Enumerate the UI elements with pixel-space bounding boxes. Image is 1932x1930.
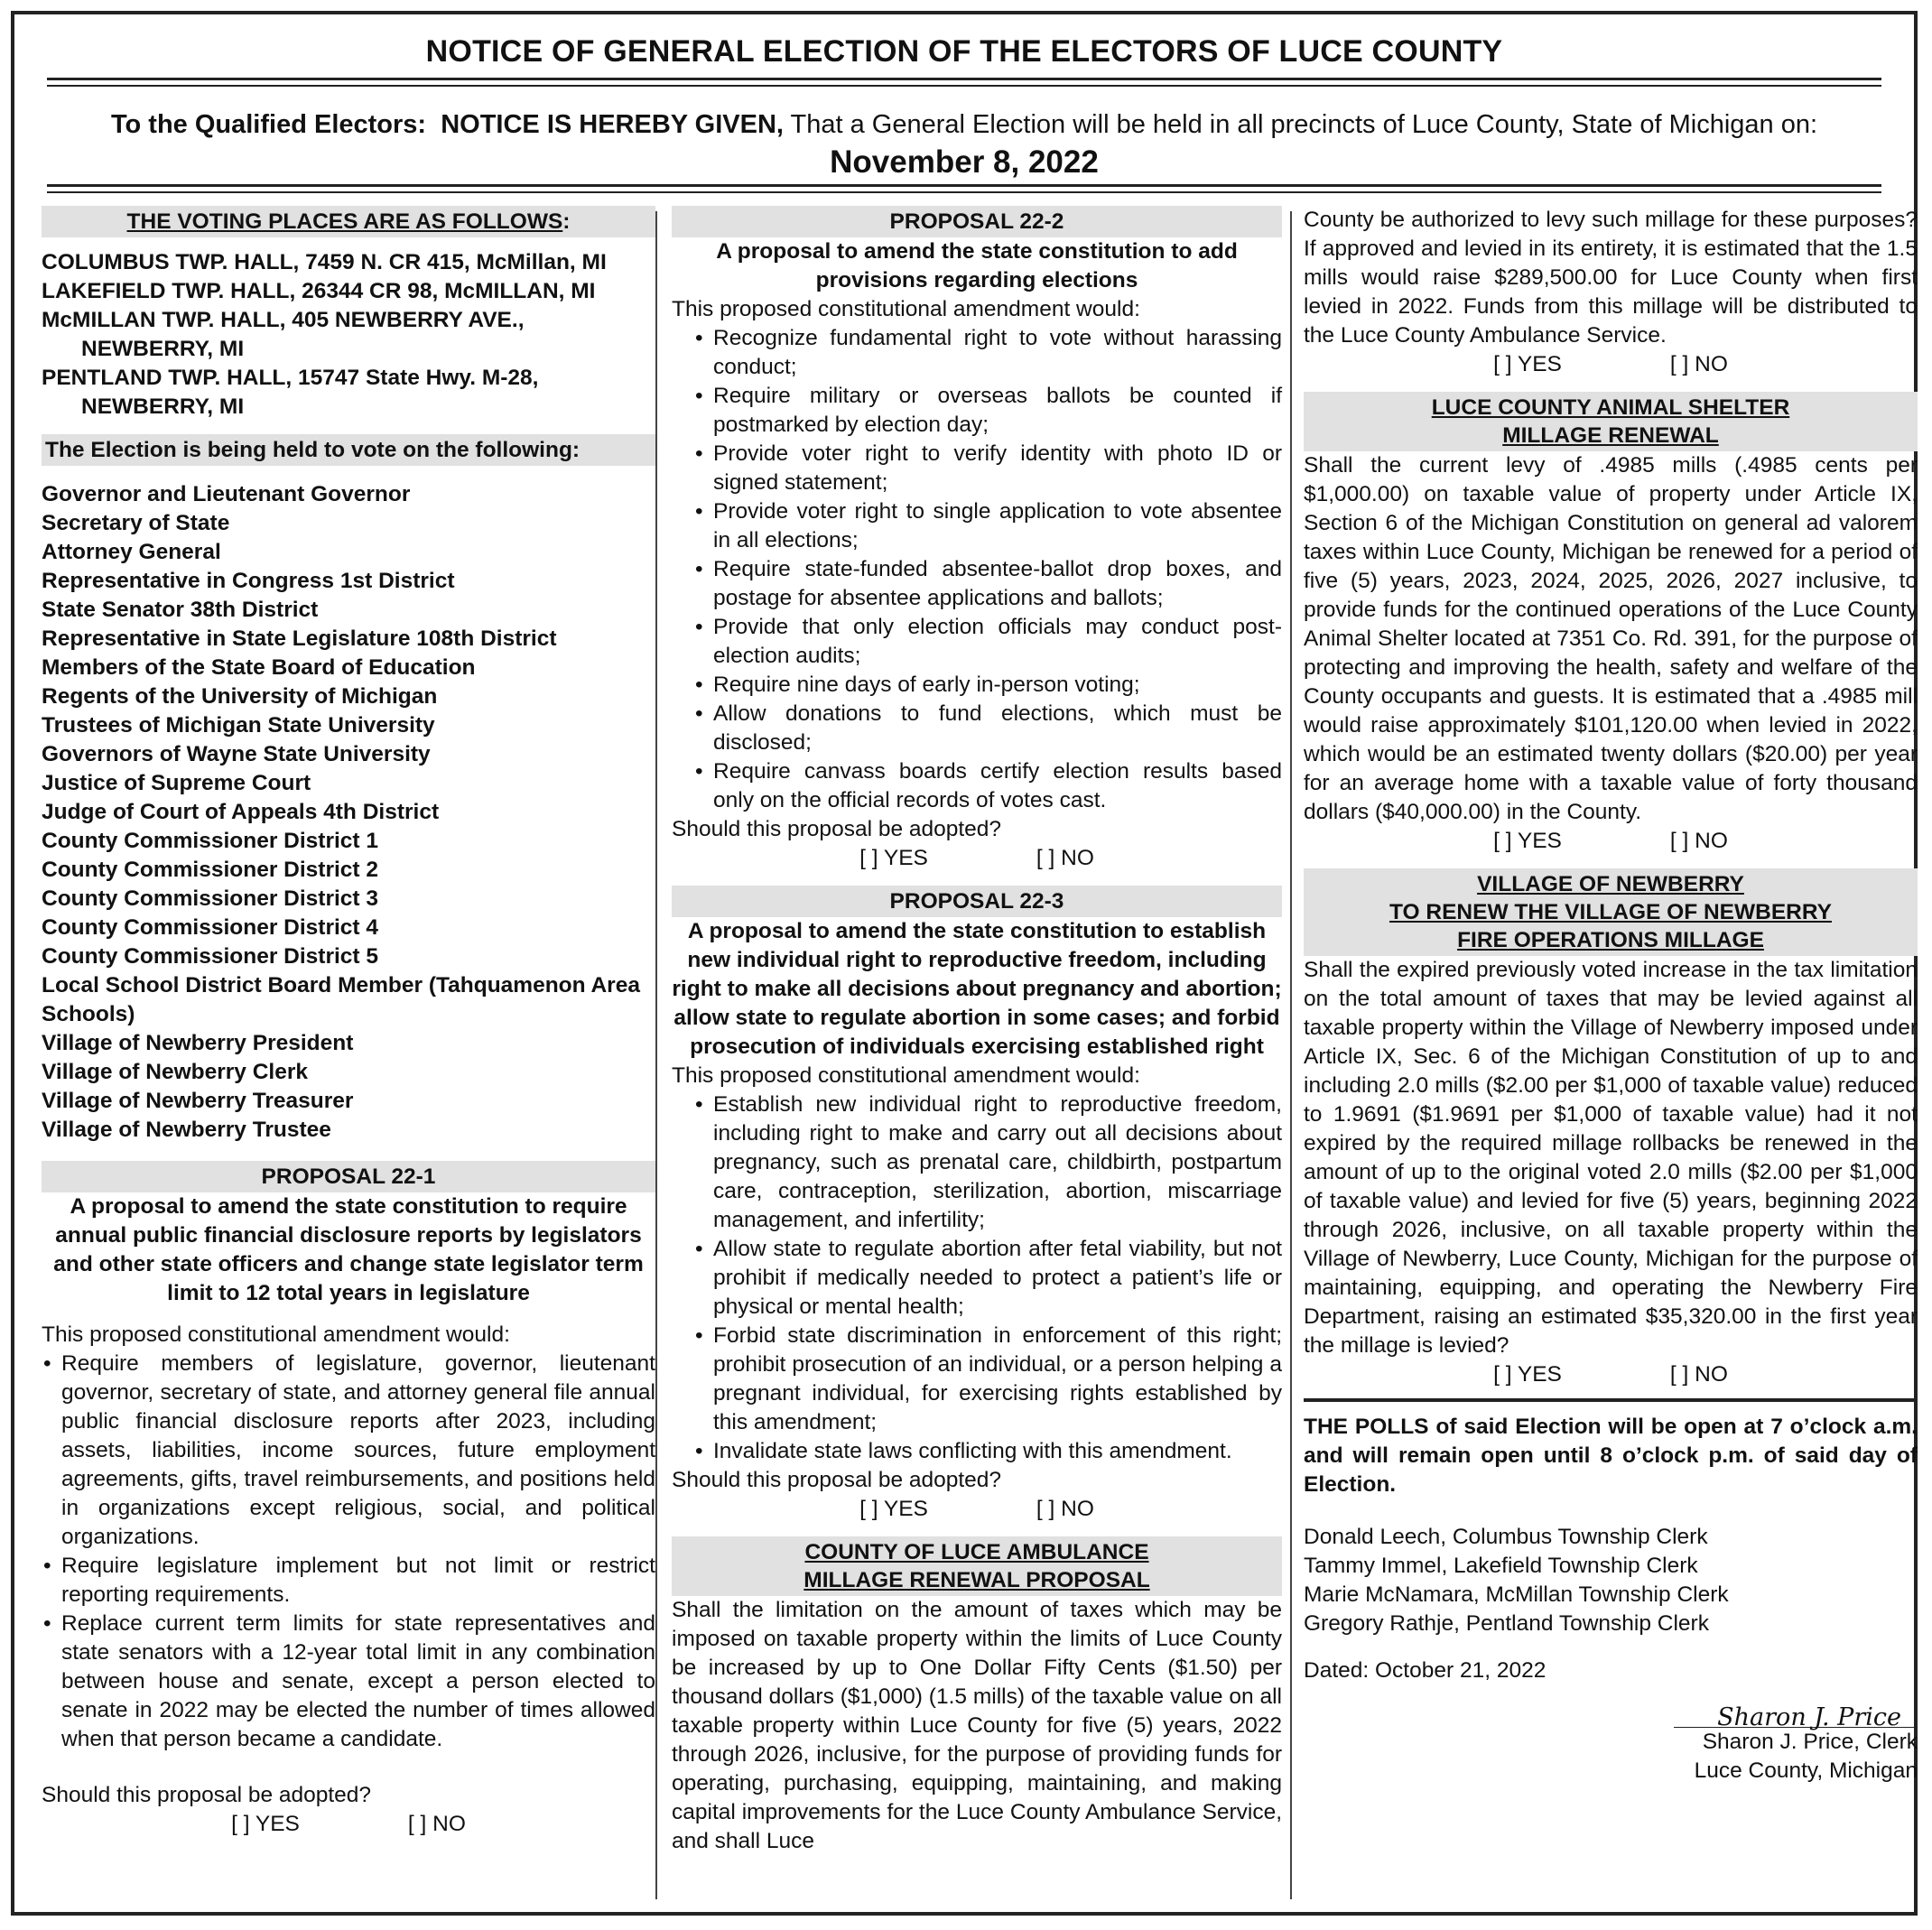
column-divider-2 <box>1290 211 1292 1899</box>
signer-place: Luce County, Michigan <box>1694 1758 1918 1783</box>
proposal-22-3-bullets <box>672 1090 1282 1466</box>
proposal-22-1-bullets <box>42 1350 655 1754</box>
voting-place-mcmillan: McMILLAN TWP. HALL, 405 NEWBERRY AVE., <box>42 308 525 332</box>
proposal-22-3-summary: A proposal to amend the state constitution to establish new individual right to reproductive freedom, including right to make all decisions about pregnancy and abortion; allow state to regulate abortion in some cases; and forbid prosecution of individuals exercising established right <box>672 919 1282 1059</box>
ambulance-text-part2: County be authorized to levy such millage for these purposes? If approved and levied in its entirety, it is estimated that the 1.5 mills would raise $289,500.00 for Luce County when first levied in 2022. Funds from this millage will be distributed to the Luce County Ambulance Service. <box>1304 208 1918 348</box>
voting-place-lakefield: LAKEFIELD TWP. HALL, 26344 CR 98, McMILLAN, MI <box>42 279 596 303</box>
clerk-columbus: Donald Leech, Columbus Township Clerk <box>1304 1525 1708 1549</box>
voting-place-pentland: PENTLAND TWP. HALL, 15747 State Hwy. M-28, <box>42 366 539 390</box>
office-item: Judge of Court of Appeals 4th District <box>42 800 440 824</box>
office-item: County Commissioner District 2 <box>42 858 379 882</box>
closing-rule <box>1304 1398 1918 1402</box>
office-item: Governors of Wayne State University <box>42 742 431 766</box>
office-item: Village of Newberry Trustee <box>42 1118 331 1142</box>
proposal-22-3-bullet: • Establish new individual right to reproductive freedom, including right to make and carry out all decisions about pregnancy, such as prenatal care, childbirth, postpartum care, contraception, sterilization, abortion, miscarriage management, and infertility; <box>672 1090 1282 1235</box>
no-checkbox: [ ] NO <box>1669 1362 1728 1387</box>
column-2 <box>672 206 1282 1856</box>
date-rule-bottom <box>47 191 1881 193</box>
title-rule-top <box>47 78 1881 80</box>
notice-title: NOTICE OF GENERAL ELECTION OF THE ELECTORS OF LUCE COUNTY <box>425 34 1503 69</box>
proposal-22-2-bullet: • Require military or overseas ballots be counted if postmarked by election day; <box>672 382 1282 440</box>
proposal-22-2-ballot <box>672 844 1282 873</box>
proposal-22-1-question: Should this proposal be adopted? <box>42 1783 372 1807</box>
proposal-22-3-ballot <box>672 1495 1282 1524</box>
yes-checkbox: [ ] YES <box>859 1497 928 1521</box>
proposal-22-2-bullet: • Provide voter right to verify identity with photo ID or signed statement; <box>672 440 1282 497</box>
proposal-22-3-lead: This proposed constitutional amendment would: <box>672 1063 1140 1088</box>
voting-place-pentland-city: NEWBERRY, MI <box>81 394 245 419</box>
proposal-22-2-heading: PROPOSAL 22-2 <box>672 206 1282 237</box>
proposal-22-2-lead: This proposed constitutional amendment would: <box>672 297 1140 321</box>
ambulance-ballot <box>1304 350 1918 379</box>
office-item: County Commissioner District 1 <box>42 829 379 853</box>
proposal-22-2-bullet: • Allow donations to fund elections, which must be disclosed; <box>672 700 1282 757</box>
intro-bold-1: To the Qualified Electors: <box>110 110 427 139</box>
column-1 <box>42 206 655 1839</box>
voting-place-mcmillan-city: NEWBERRY, MI <box>81 337 245 361</box>
dated-line: Dated: October 21, 2022 <box>1304 1658 1547 1683</box>
office-item: Trustees of Michigan State University <box>42 713 435 738</box>
proposal-22-2-summary: A proposal to amend the state constitution to add provisions regarding elections <box>716 239 1238 292</box>
office-item: Local School District Board Member (Tahquamenon Area Schools) <box>42 973 640 1026</box>
yes-checkbox: [ ] YES <box>231 1812 300 1836</box>
proposal-22-1-bullet: • Replace current term limits for state representatives and state senators with a 12-year total limit in any combination between house and senate, except a person elected to senate in 2022 may be elected the number of times allowed when that person became a candidate. <box>42 1610 655 1754</box>
date-rule-top <box>47 184 1881 187</box>
office-item: Regents of the University of Michigan <box>42 684 438 709</box>
office-item: Governor and Lieutenant Governor <box>42 482 411 506</box>
signer-name: Sharon J. Price, Clerk <box>1702 1730 1918 1754</box>
offices-heading: The Election is being held to vote on the following: <box>42 434 655 466</box>
proposal-22-2-bullet: • Require state-funded absentee-ballot drop boxes, and postage for absentee applications and ballots; <box>672 555 1282 613</box>
proposal-22-3-heading: PROPOSAL 22-3 <box>672 886 1282 917</box>
office-item: Village of Newberry President <box>42 1031 354 1055</box>
proposal-22-1-bullet: • Require legislature implement but not limit or restrict reporting requirements. <box>42 1552 655 1610</box>
proposal-22-2-bullet: • Require canvass boards certify election results based only on the official records of votes cast. <box>672 757 1282 815</box>
proposal-22-2-bullet: • Provide that only election officials may conduct post-election audits; <box>672 613 1282 671</box>
proposal-22-1-bullet: • Require members of legislature, governor, lieutenant governor, secretary of state, and attorney general file annual public financial disclosure reports after 2023, including assets, liabilities, income sources, future employment agreements, gifts, travel reimbursements, and positions held in organizations except religious, social, and political organizations. <box>42 1350 655 1552</box>
office-item: Attorney General <box>42 540 221 564</box>
yes-checkbox: [ ] YES <box>1493 352 1562 376</box>
no-checkbox: [ ] NO <box>407 1812 466 1836</box>
office-item: Village of Newberry Treasurer <box>42 1089 354 1113</box>
ambulance-heading: COUNTY OF LUCE AMBULANCE MILLAGE RENEWAL PROPOSAL <box>672 1536 1282 1596</box>
newberry-fire-heading: VILLAGE OF NEWBERRY TO RENEW THE VILLAGE OF NEWBERRY FIRE OPERATIONS MILLAGE <box>1304 868 1918 956</box>
office-item: State Senator 38th District <box>42 598 319 622</box>
proposal-22-2-bullet: • Recognize fundamental right to vote without harassing conduct; <box>672 324 1282 382</box>
proposal-22-3-question: Should this proposal be adopted? <box>672 1468 1002 1492</box>
proposal-22-3-bullet: • Allow state to regulate abortion after fetal viability, but not prohibit if medically needed to protect a patient’s life or physical or mental health; <box>672 1235 1282 1322</box>
animal-shelter-text: Shall the current levy of .4985 mills (.4985 cents per $1,000.00) on taxable value of property under Article IX, Section 6 of the Michigan Constitution on general ad valorem taxes within Luce County, Michigan be renewed for a period of five (5) years, 2023, 2024, 2025, 2026, 2027 inclusive, to provide funds for the continued operations of the Luce County Animal Shelter located at 7351 Co. Rd. 391, for the purpose of protecting and improving the health, safety and welfare of the County occupants and guests. It is estimated that a .4985 mill would raise approximately $101,120.00 when levied in 2022, which would be an estimated twenty dollars ($20.00) per year for an average home with a taxable value of forty thousand dollars ($40,000.00) in the County. <box>1304 453 1918 824</box>
offices-list <box>42 480 655 1145</box>
notice-frame <box>11 11 1918 1916</box>
proposal-22-1-summary: A proposal to amend the state constitution to require annual public financial disclosure reports by legislators and other state officers and change state legislator term limit to 12 total years in legislature <box>53 1194 644 1305</box>
newberry-fire-text: Shall the expired previously voted increase in the tax limitation on the total amount of taxes that may be levied against all taxable property within the Village of Newberry imposed under Article IX, Sec. 6 of the Michigan Constitution of up to and including 2.0 mills ($2.00 per $1,000 of taxable value) reduced to 1.9691 ($1.9691 per $1,000 of taxable value) had it not expired by the required millage rollbacks be renewed in the amount of up to the original voted 2.0 mills ($2.00 per $1,000 of taxable value) and levied for five (5) years, beginning 2022 through 2026, inclusive, on all taxable property within the Village of Newberry, Luce County, Michigan for the purpose of maintaining, equipping, and operating the Newberry Fire Department, raising an estimated $35,320.00 in the first year the millage is levied? <box>1304 958 1918 1358</box>
no-checkbox: [ ] NO <box>1669 352 1728 376</box>
clerk-pentland: Gregory Rathje, Pentland Township Clerk <box>1304 1611 1709 1636</box>
intro-line <box>14 110 1914 140</box>
title-rule-bottom <box>47 85 1881 87</box>
office-item: Secretary of State <box>42 511 230 535</box>
yes-checkbox: [ ] YES <box>859 846 928 870</box>
office-item: Members of the State Board of Education <box>42 655 476 680</box>
proposal-22-2-bullet: • Provide voter right to single application to vote absentee in all elections; <box>672 497 1282 555</box>
handwritten-signature: Sharon J. Price <box>1717 1703 1901 1731</box>
intro-rest: That a General Election will be held in all precincts of Luce County, State of Michigan on: <box>790 110 1818 139</box>
clerk-lakefield: Tammy Immel, Lakefield Township Clerk <box>1304 1554 1698 1578</box>
polls-notice: THE POLLS of said Election will be open at 7 o’clock a.m. and will remain open until 8 o’clock p.m. of said day of Election. <box>1304 1415 1918 1497</box>
proposal-22-3-bullet: • Invalidate state laws conflicting with this amendment. <box>672 1437 1282 1466</box>
voting-place-columbus: COLUMBUS TWP. HALL, 7459 N. CR 415, McMillan, MI <box>42 250 607 274</box>
proposal-22-1-lead: This proposed constitutional amendment would: <box>42 1322 510 1347</box>
clerk-mcmillan: Marie McNamara, McMillan Township Clerk <box>1304 1582 1729 1607</box>
column-3 <box>1304 206 1918 1786</box>
proposal-22-2-bullet: • Require nine days of early in-person voting; <box>672 671 1282 700</box>
office-item: County Commissioner District 3 <box>42 886 379 911</box>
proposal-22-3-bullet: • Forbid state discrimination in enforcement of this right; prohibit prosecution of an individual, or a person helping a pregnant individual, for exercising rights established by this amendment; <box>672 1322 1282 1437</box>
office-item: Justice of Supreme Court <box>42 771 311 795</box>
proposal-22-1-heading: PROPOSAL 22-1 <box>42 1161 655 1192</box>
office-item: Village of Newberry Clerk <box>42 1060 309 1084</box>
animal-shelter-heading: LUCE COUNTY ANIMAL SHELTER MILLAGE RENEWAL <box>1304 392 1918 451</box>
office-item: Representative in State Legislature 108th District <box>42 626 557 651</box>
no-checkbox: [ ] NO <box>1669 829 1728 853</box>
voting-places-heading: THE VOTING PLACES ARE AS FOLLOWS: <box>42 206 655 237</box>
office-item: County Commissioner District 5 <box>42 944 379 969</box>
proposal-22-2-bullets <box>672 324 1282 815</box>
intro-bold-2: NOTICE IS HEREBY GIVEN, <box>441 110 784 139</box>
office-item: Representative in Congress 1st District <box>42 569 455 593</box>
yes-checkbox: [ ] YES <box>1493 829 1562 853</box>
election-date: November 8, 2022 <box>830 144 1099 180</box>
proposal-22-1-ballot <box>42 1810 655 1839</box>
column-divider-1 <box>655 211 657 1899</box>
ambulance-text-part1: Shall the limitation on the amount of taxes which may be imposed on taxable property within the limits of Luce County be increased by up to One Dollar Fifty Cents ($1.50) per thousand dollars ($1,000) (1.5 mills) of the taxable value on all taxable property within Luce County for five (5) years, 2022 through 2026, inclusive, for the purpose of providing funds for operating, purchasing, equipping, maintaining, and making capital improvements for the Luce County Ambulance Service, and shall Luce <box>672 1598 1282 1853</box>
office-item: County Commissioner District 4 <box>42 915 379 940</box>
yes-checkbox: [ ] YES <box>1493 1362 1562 1387</box>
no-checkbox: [ ] NO <box>1036 846 1094 870</box>
proposal-22-2-question: Should this proposal be adopted? <box>672 817 1002 841</box>
newberry-fire-ballot <box>1304 1360 1918 1389</box>
animal-shelter-ballot <box>1304 827 1918 856</box>
no-checkbox: [ ] NO <box>1036 1497 1094 1521</box>
